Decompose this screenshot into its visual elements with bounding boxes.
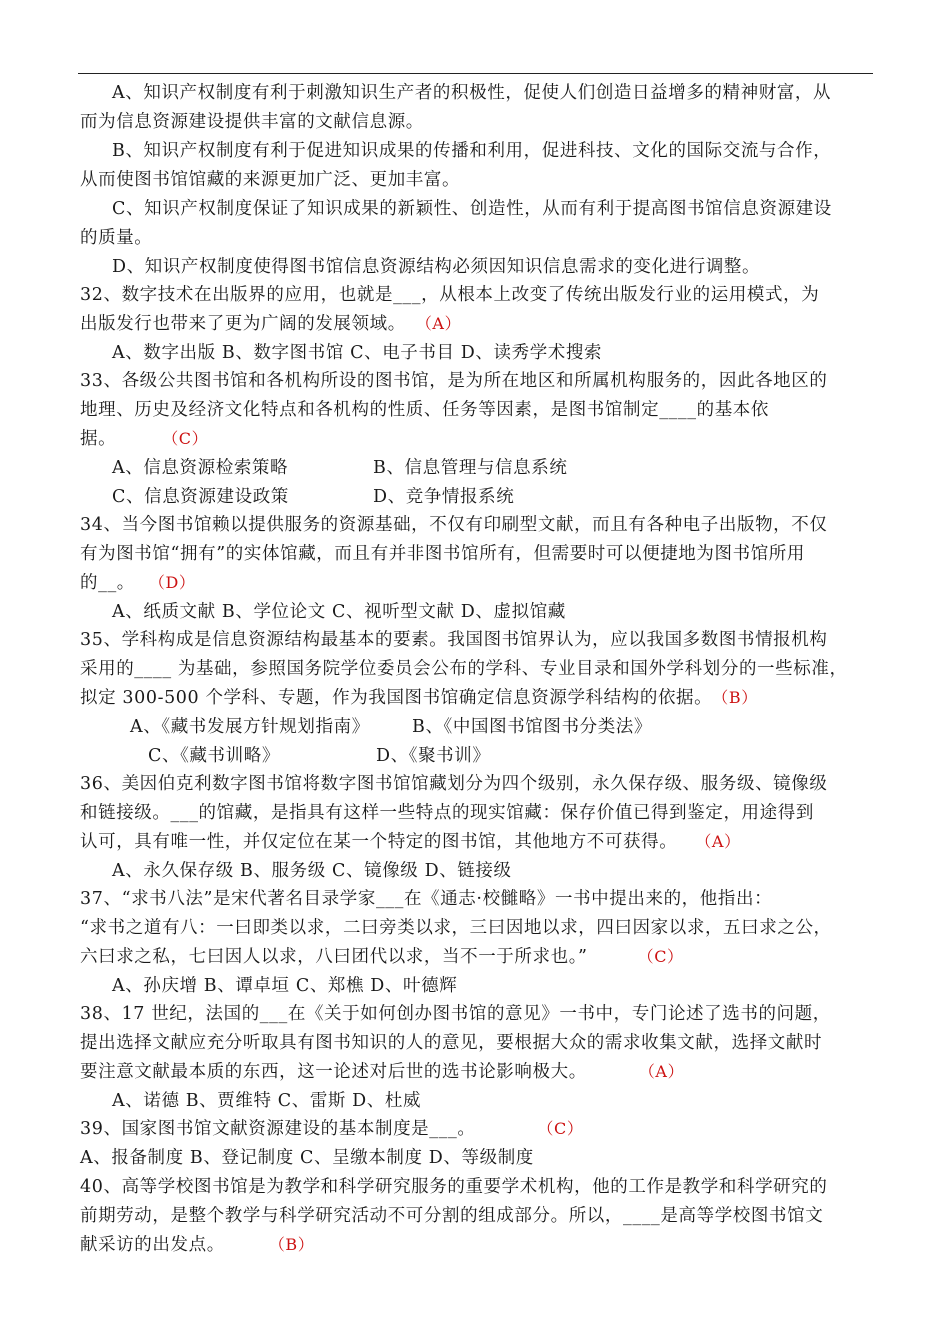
q38-stem-line3 — [80, 1062, 684, 1082]
q31-option-c-line1: C、知识产权制度保证了知识成果的新颖性、创造性，从而有利于提高图书馆信息资源建设 — [112, 199, 832, 219]
q33-answer: （C） — [170, 429, 209, 448]
q32-stem-line2 — [80, 314, 461, 334]
q40-stem-line3 — [80, 1235, 314, 1255]
q34-stem-line3 — [80, 573, 196, 593]
q37-stem-line2: “求书之道有八：一曰即类以求，二曰旁类以求，三曰因地以求，四曰因家以求，五曰求之公， — [80, 918, 832, 938]
q34-stem-line1: 34、当今图书馆赖以提供服务的资源基础，不仅有印刷型文献，而且有各种电子出版物，不仅 — [80, 515, 828, 535]
q33-option-d: D、竞争情报系统 — [373, 487, 515, 507]
q38-stem-line1: 38、17 世纪，法国的___在《关于如何创办图书馆的意见》一书中，专门论述了选书的问题， — [80, 1004, 831, 1024]
q36-stem-line2: 和链接级。___的馆藏，是指具有这样一些特点的现实馆藏：保存价值已得到鉴定，用途得到 — [80, 803, 814, 823]
q35-stem-line3 — [80, 688, 758, 708]
q35-stem-line1: 35、学科构成是信息资源结构最基本的要素。我国图书馆界认为，应以我国多数图书情报机构 — [80, 630, 828, 650]
q36-stem-line1: 36、美因伯克利数字图书馆将数字图书馆馆藏划分为四个级别，永久保存级、服务级、镜像级 — [80, 774, 828, 794]
q36-stem-line3 — [80, 832, 741, 852]
header-rule — [78, 73, 873, 74]
q39-options: A、报备制度 B、登记制度 C、呈缴本制度 D、等级制度 — [80, 1148, 534, 1168]
q33-stem-line2: 地理、历史及经济文化特点和各机构的性质、任务等因素，是图书馆制定____的基本依 — [80, 400, 769, 420]
q33-option-a: A、信息资源检索策略 — [112, 458, 289, 478]
q35-option-b: B、《中国图书馆图书分类法》 — [412, 717, 653, 737]
q31-option-a-line1: A、知识产权制度有利于刺激知识生产者的积极性，促使人们创造日益增多的精神财富，从 — [112, 83, 832, 103]
q35-option-c: C、《藏书训略》 — [148, 746, 280, 766]
q40-stem-line1: 40、高等学校图书馆是为教学和科学研究服务的重要学术机构，他的工作是教学和科学研究的 — [80, 1177, 828, 1197]
q37-stem-text: 六曰求之私，七曰因人以求，八曰团代以求，当不一于所求也。” — [80, 947, 588, 967]
q33-stem-text: 据。 — [80, 429, 117, 449]
q34-stem-line2: 有为图书馆“拥有”的实体馆藏，而且有并非图书馆所有，但需要时可以便捷地为图书馆所用 — [80, 544, 805, 564]
q39-stem-text: 39、国家图书馆文献资源建设的基本制度是___。 — [80, 1119, 476, 1139]
q36-answer: （A） — [703, 832, 741, 851]
q38-stem-text: 要注意文献最本质的东西，这一论述对后世的选书论影响极大。 — [80, 1062, 587, 1082]
q38-stem-line2: 提出选择文献应充分听取具有图书知识的人的意见，要根据大众的需求收集文献，选择文献时 — [80, 1033, 823, 1053]
q32-options: A、数字出版 B、数字图书馆 C、电子书目 D、读秀学术搜索 — [112, 343, 603, 363]
q35-stem-line2: 采用的____ 为基础，参照国务院学位委员会公布的学科、专业目录和国外学科划分的一些标准， — [80, 659, 848, 679]
q31-option-c-line2: 的质量。 — [80, 228, 153, 248]
q35-stem-text: 拟定 300-500 个学科、专题，作为我国图书馆确定信息资源学科结构的依据。 — [80, 688, 713, 708]
q38-options: A、诺德 B、贾维特 C、雷斯 D、杜威 — [112, 1091, 422, 1111]
q32-stem-line1: 32、数字技术在出版界的应用，也就是___，从根本上改变了传统出版发行业的运用模式，为 — [80, 285, 820, 305]
q37-stem-line1: 37、“求书八法”是宋代著名目录学家___在《通志·校雠略》一书中提出来的，他指出： — [80, 889, 773, 909]
q33-option-b: B、信息管理与信息系统 — [373, 458, 568, 478]
q35-option-a: A、《藏书发展方针规划指南》 — [130, 717, 370, 737]
q37-options: A、孙庆增 B、谭卓垣 C、郑樵 D、叶德辉 — [112, 976, 458, 996]
q32-answer: （A） — [423, 314, 462, 333]
q34-options: A、纸质文献 B、学位论文 C、视听型文献 D、虚拟馆藏 — [112, 602, 566, 622]
q33-stem-line1: 33、各级公共图书馆和各机构所设的图书馆，是为所在地区和所属机构服务的，因此各地区的 — [80, 371, 828, 391]
q35-answer: （B） — [720, 688, 758, 707]
q38-answer: （A） — [646, 1062, 685, 1081]
q40-answer: （B） — [276, 1235, 315, 1254]
q40-stem-line2: 前期劳动，是整个教学与科学研究活动不可分割的组成部分。所以，____是高等学校图书馆文 — [80, 1206, 824, 1226]
q39-answer: （C） — [545, 1119, 584, 1138]
q36-options: A、永久保存级 B、服务级 C、镜像级 D、链接级 — [112, 861, 512, 881]
q31-option-a-line2: 而为信息资源建设提供丰富的文献信息源。 — [80, 112, 424, 132]
q31-option-b-line1: B、知识产权制度有利于促进知识成果的传播和利用，促进科技、文化的国际交流与合作， — [112, 141, 832, 161]
q33-option-c: C、信息资源建设政策 — [112, 487, 289, 507]
q31-option-d: D、知识产权制度使得图书馆信息资源结构必须因知识信息需求的变化进行调整。 — [112, 257, 761, 277]
q35-option-d: D、《聚书训》 — [376, 746, 491, 766]
q39-stem — [80, 1119, 583, 1139]
q40-stem-text: 献采访的出发点。 — [80, 1235, 225, 1255]
q37-answer: （C） — [645, 947, 684, 966]
q34-stem-text: 的__。 — [80, 573, 135, 593]
q37-stem-line3 — [80, 947, 684, 967]
q34-answer: （D） — [156, 573, 196, 592]
q32-stem-text: 出版发行也带来了更为广阔的发展领域。 — [80, 314, 406, 334]
q33-stem-line3 — [80, 429, 208, 449]
q31-option-b-line2: 从而使图书馆馆藏的来源更加广泛、更加丰富。 — [80, 170, 461, 190]
q36-stem-text: 认可，具有唯一性，并仅定位在某一个特定的图书馆，其他地方不可获得。 — [80, 832, 678, 852]
